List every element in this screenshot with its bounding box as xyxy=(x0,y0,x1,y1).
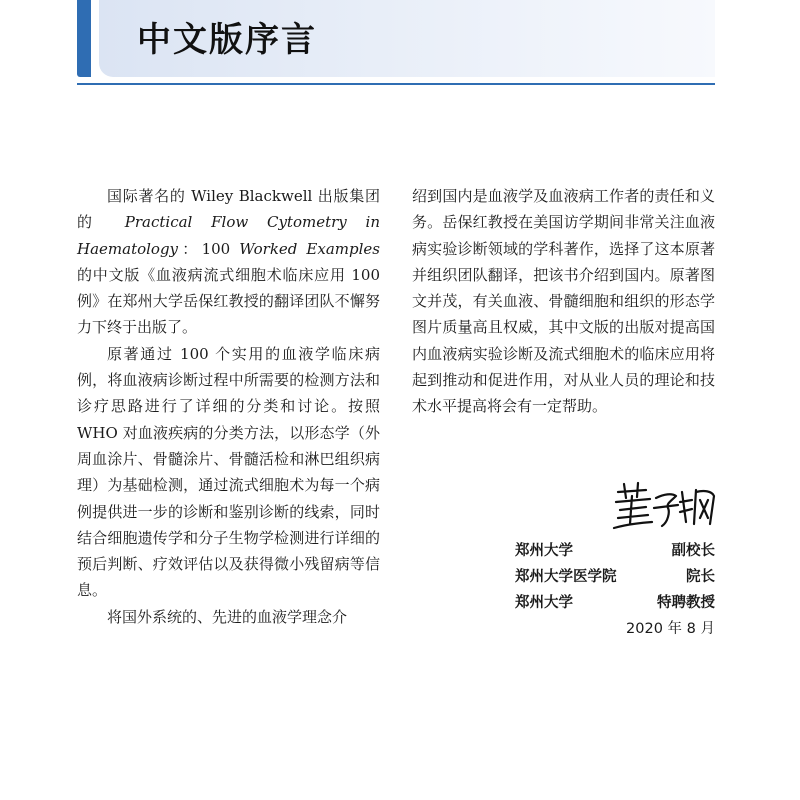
paragraph-3-continued: 绍到国内是血液学及血液病工作者的责任和义务。岳保红教授在美国访学期间非常关注血液病实验诊断领域的学科著作，选择了这本原著并组织团队翻译，把该书介绍到国内。原著图文并茂，有关血液、骨髓细胞和组织的形态学图片质量高且权威，其中文版的出版对提高国内血液病实验诊断及流式细胞术的临床应用将起到推动和促进作用，对从业人员的理论和技术水平提高将会有一定帮助。 xyxy=(412,187,715,416)
signature-title: 副校长 xyxy=(671,543,715,559)
signature-org: 郑州大学医学院 xyxy=(515,569,617,585)
paragraph-1-text-a: 国际著名的 Wiley Blackwell 出版集团的 xyxy=(77,187,380,232)
page-title: 中文版序言 xyxy=(137,20,317,60)
header-accent-bar xyxy=(77,0,91,77)
signature-row xyxy=(515,538,715,564)
paragraph-1-text-b: ：100 xyxy=(178,239,240,258)
header-divider xyxy=(77,83,715,85)
signature-title: 特聘教授 xyxy=(657,595,715,611)
text-column-left xyxy=(77,183,380,630)
signature-org: 郑州大学 xyxy=(515,543,573,559)
signature-date: 2020 年 8 月 xyxy=(626,621,715,637)
book-subtitle: Worked Examples xyxy=(239,239,380,258)
paragraph-1 xyxy=(77,183,380,341)
paragraph-1-text-c: 的中文版《血液病流式细胞术临床应用 100 例》在郑州大学岳保红教授的翻译团队不懈努力下终于出版了。 xyxy=(77,265,380,337)
signature-org: 郑州大学 xyxy=(515,595,573,611)
text-column-right xyxy=(412,183,715,420)
signature-row xyxy=(515,590,715,616)
signature-block xyxy=(515,538,715,642)
handwritten-signature xyxy=(610,478,720,540)
book-title: Practical Flow Cytometry in Haematology xyxy=(77,213,380,258)
paragraph-2: 原著通过 100 个实用的血液学临床病例，将血液病诊断过程中所需要的检测方法和诊疗思路进行了详细的分类和讨论。按照 WHO 对血液疾病的分类方法，以形态学（外周血涂片、骨髓涂片、骨髓活检和淋巴组织病理）为基础检测，通过流式细胞术为每一个病例提供进一步的诊断和鉴别诊断的线索，同时结合细胞遗传学和分子生物学检测进行详细的预后判断、疗效评估以及获得微小残留病等信息。 xyxy=(77,344,380,600)
signature-title: 院长 xyxy=(686,569,715,585)
paragraph-3-start: 将国外系统的、先进的血液学理念介 xyxy=(107,607,348,626)
signature-row xyxy=(515,564,715,590)
